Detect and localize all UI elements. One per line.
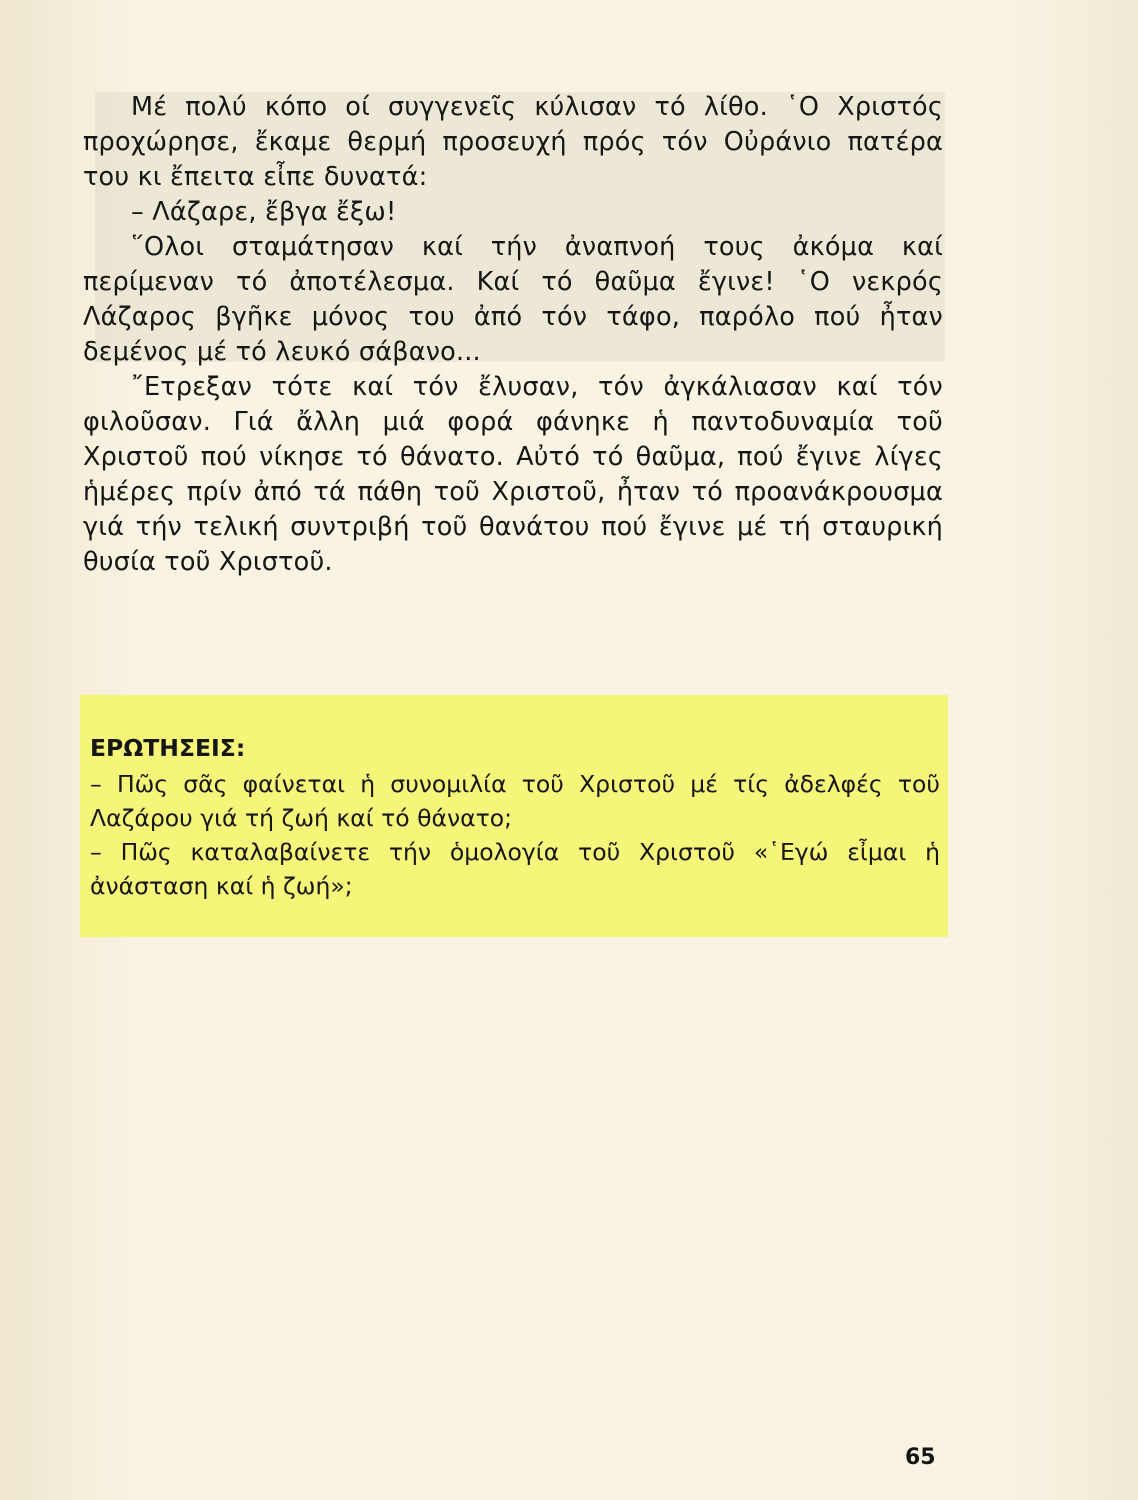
paragraph-3: ῞Ολοι σταμάτησαν καί τήν ἀναπνοή τους ἀκόμα καί περίμεναν τό ἀποτέλεσμα. Καί τό θαῦμα ἔγινε! ῾Ο νεκρός Λάζαρος βγῆκε μόνος του ἀπό τόν τάφο, παρόλο πού ἦταν δεμένος μέ τό λευκό σάβανο... xyxy=(83,232,943,367)
paragraph-1: Μέ πολύ κόπο οί συγγενεῖς κύλισαν τό λίθο. ῾Ο Χριστός προχώρησε, ἔκαμε θερμή προσευχή πρός τόν Οὐράνιο πατέρα του κι ἔπειτα εἶπε δυνατά: xyxy=(83,92,943,192)
paragraph-2: – Λάζαρε, ἔβγα ἔξω! xyxy=(131,197,397,227)
show-through-text-bottom xyxy=(90,1040,950,1420)
questions-box xyxy=(80,695,948,937)
questions-title: ΕΡΩΤΗΣΕΙΣ: xyxy=(90,734,246,762)
page-number: 65 xyxy=(905,1445,936,1470)
questions-content xyxy=(90,731,940,903)
question-1: – Πῶς σᾶς φαίνεται ἡ συνομιλία τοῦ Χριστοῦ μέ τίς ἀδελφές τοῦ Λαζάρου γιά τή ζωή καί τό θάνατο; xyxy=(90,770,940,832)
question-2: – Πῶς καταλαβαίνετε τήν ὁμολογία τοῦ Χριστοῦ «῾Εγώ εἶμαι ἡ ἀνάσταση καί ἡ ζωή»; xyxy=(90,838,940,900)
main-text xyxy=(83,90,943,580)
paragraph-4: ῎Ετρεξαν τότε καί τόν ἔλυσαν, τόν ἀγκάλιασαν καί τόν φιλοῦσαν. Γιά ἄλλη μιά φορά φάνηκε ἡ παντοδυναμία τοῦ Χριστοῦ πού νίκησε τό θάνατο. Αὐτό τό θαῦμα, πού ἔγινε λίγες ἡμέρες πρίν ἀπό τά πάθη τοῦ Χριστοῦ, ἦταν τό προανάκρουσμα γιά τήν τελική συντριβή τοῦ θανάτου πού ἔγινε μέ τή σταυρική θυσία τοῦ Χριστοῦ. xyxy=(83,372,943,577)
